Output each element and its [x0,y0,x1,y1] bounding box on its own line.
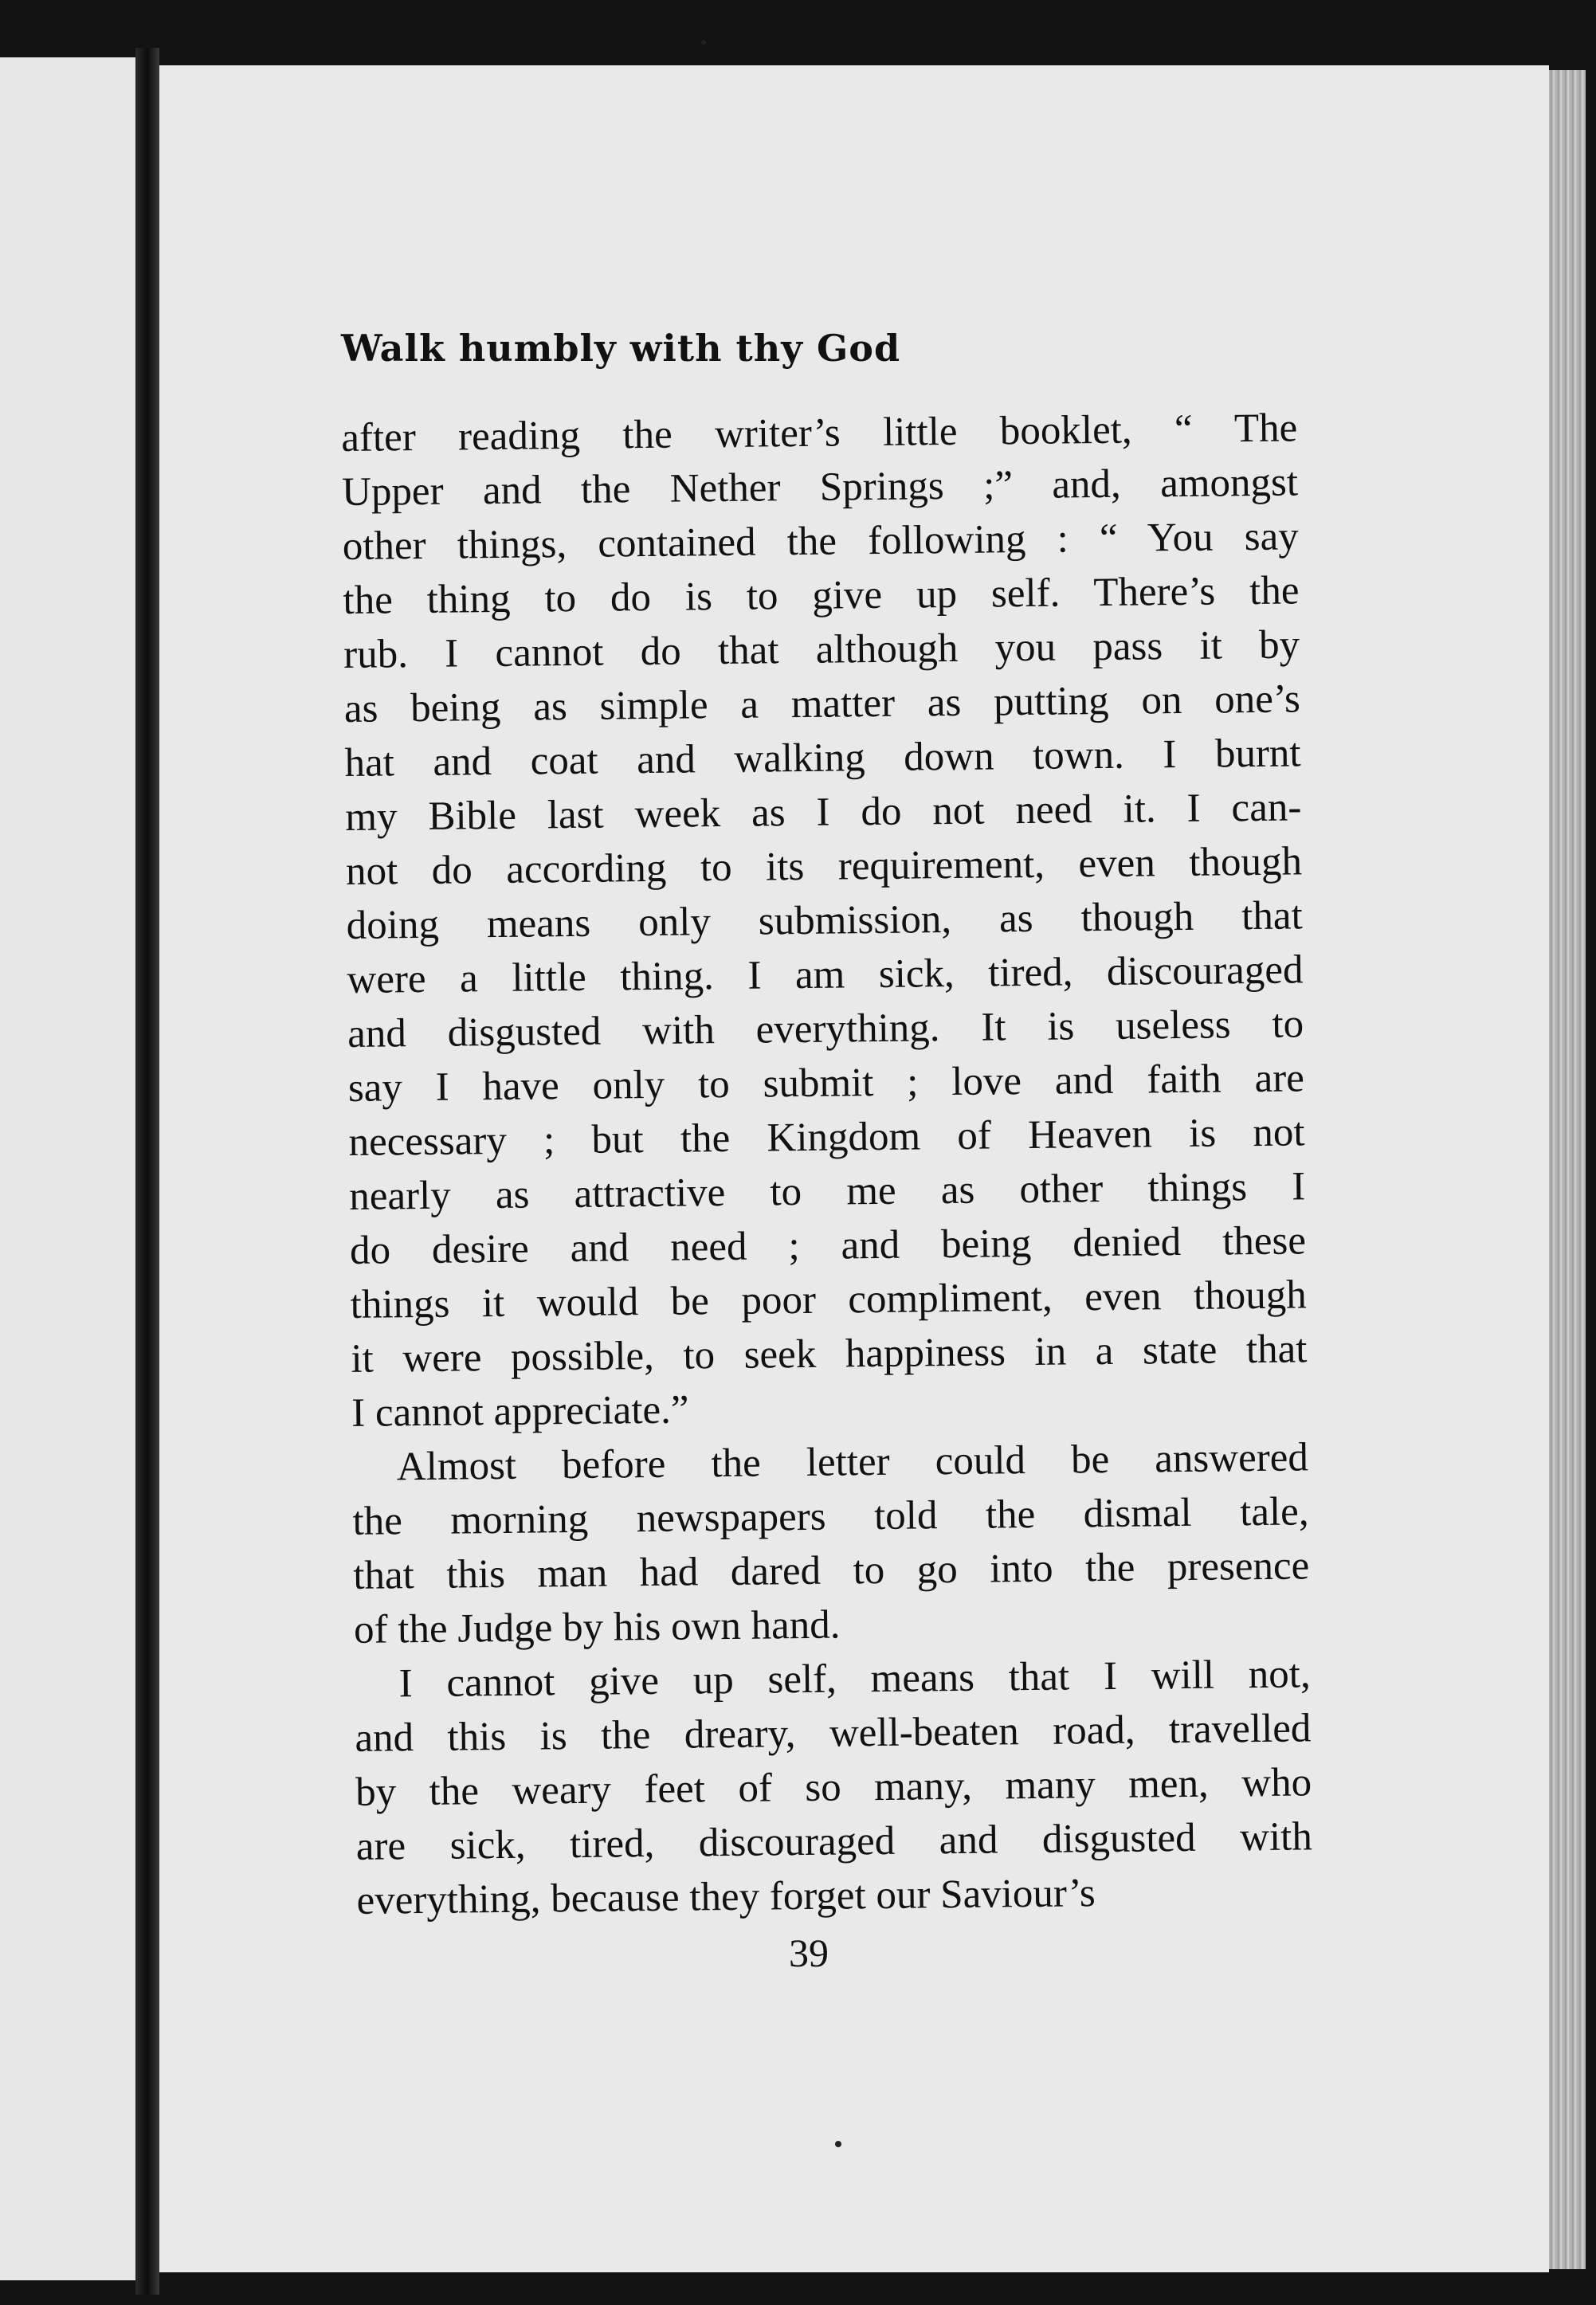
text-line: Almost before the letter could be answered [396,1435,1309,1490]
page-number: 39 [789,1931,829,1975]
text-line: do desire and need ; and being denied these [349,1218,1307,1273]
text-line: were a little thing. I am sick, tired, discouraged [347,947,1304,1002]
body-text [341,401,1313,1927]
book-gutter [135,48,159,2295]
text-line: things it would be poor compliment, even though [350,1272,1307,1327]
text-line: I cannot appreciate.” [351,1387,689,1436]
text-line: say I have only to submit ; love and faith are [347,1056,1305,1111]
text-line: of the Judge by his own hand. [353,1602,841,1652]
text-line: as being as simple a matter as putting on one’s [343,676,1301,731]
text-line: and this is the dreary, well-beaten road, travelled [355,1706,1312,1761]
text-line: rub. I cannot do that although you pass it by [343,622,1300,677]
text-line: my Bible last week as I do not need it. I can- [345,785,1302,840]
text-line: are sick, tired, discouraged and disgusted with [355,1814,1313,1869]
running-head: Walk humbly with thy God [341,327,901,370]
text-line: nearly as attractive to me as other things I [349,1164,1306,1219]
text-line: everything, because they forget our Saviour’s [356,1871,1096,1923]
text-line: it were possible, to seek happiness in a state that [351,1327,1308,1382]
text-line: the thing to do is to give up self. There’s the [343,568,1300,623]
text-line: by the weary feet of so many, many men, who [355,1760,1312,1815]
text-line: doing means only submission, as though that [346,893,1303,948]
text-line: other things, contained the following : “ You say [342,514,1300,569]
dust-speck [701,40,706,45]
text-line: necessary ; but the Kingdom of Heaven is not [348,1110,1305,1165]
text-line: Upper and the Nether Springs ;” and, amongst [341,460,1299,515]
text-line: after reading the writer’s little booklet, “ The [341,406,1298,461]
text-line: hat and coat and walking down town. I burnt [344,731,1301,786]
text-line: the morning newspapers told the dismal tale, [352,1489,1309,1544]
text-line: I cannot give up self, means that I will not, [398,1652,1311,1707]
text-line: that this man had dared to go into the presence [353,1543,1310,1598]
page-stack-edge [1549,70,1586,2269]
text-line: and disgusted with everything. It is useless to [347,1002,1304,1056]
dust-speck [835,2141,841,2147]
facing-page-edge [0,57,153,2280]
text-line: not do according to its requirement, even though [345,839,1303,894]
